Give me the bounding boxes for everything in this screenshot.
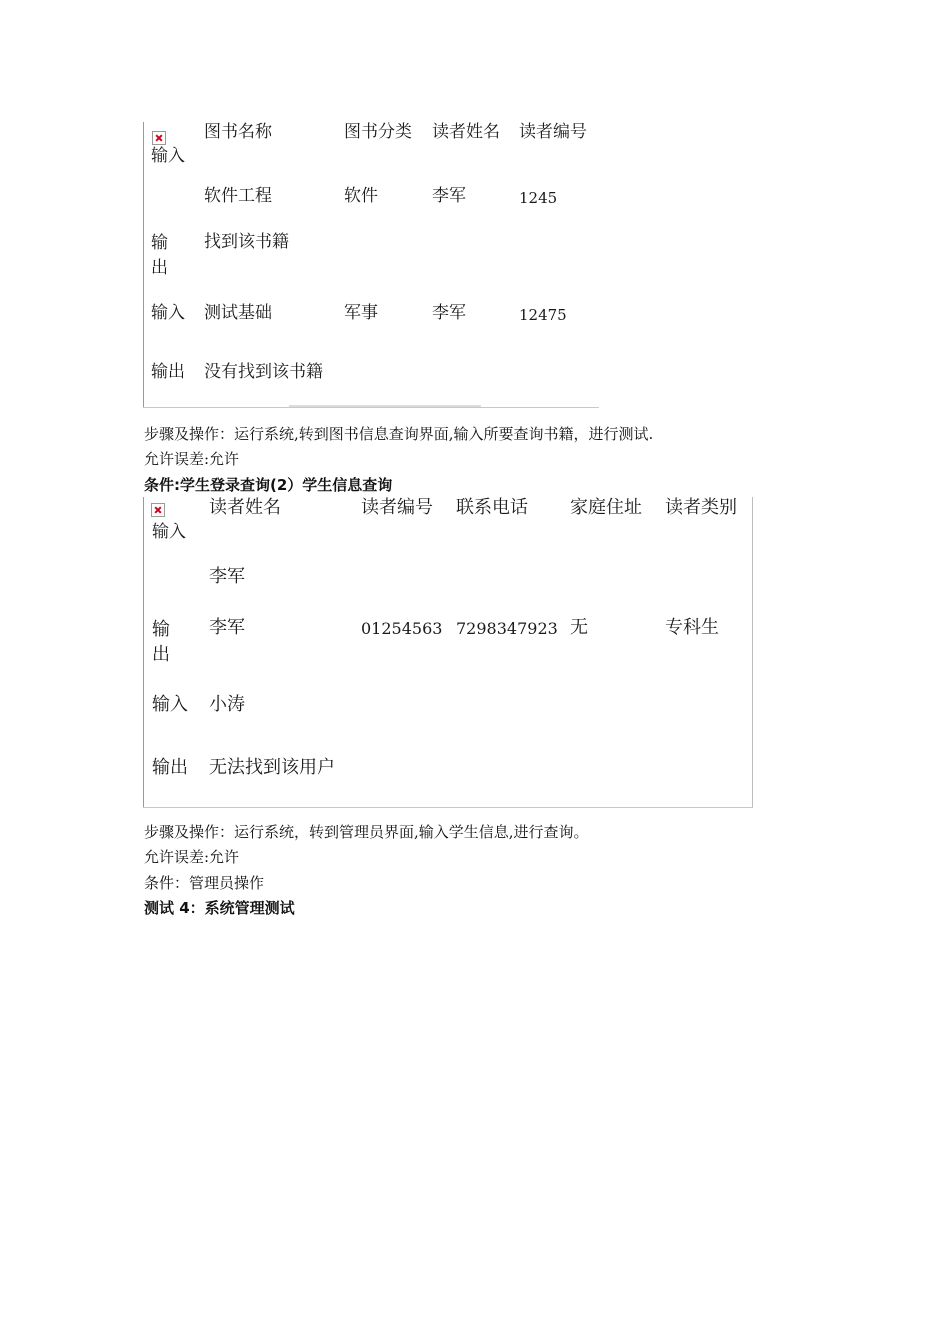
input2-label: 输入	[152, 694, 188, 715]
output2-value: 没有找到该书籍	[204, 362, 323, 382]
scroll-thumb	[289, 405, 481, 407]
condition-heading-1: 条件:学生登录查询(2）学生信息查询	[144, 476, 393, 494]
section-heading-test4: 测试 4：系统管理测试	[144, 899, 295, 917]
broken-image-icon	[152, 131, 166, 145]
row1-reader-id: 01254563	[361, 619, 443, 638]
row1-address: 无	[570, 617, 588, 638]
header-phone: 联系电话	[456, 497, 528, 518]
output2-label: 输出	[151, 362, 185, 382]
input2-value: 小涛	[209, 694, 245, 715]
output2-label: 输出	[152, 757, 188, 778]
header-reader-type: 读者类别	[665, 497, 737, 518]
header-reader-id: 读者编号	[361, 497, 433, 518]
input-label: 输入	[151, 146, 185, 166]
output1-value: 找到该书籍	[204, 232, 289, 252]
steps-text-1: 步骤及操作：运行系统,转到图书信息查询界面,输入所要查询书籍，进行测试.	[144, 425, 654, 443]
input1-value: 李军	[209, 566, 245, 587]
table-bottom-border	[143, 407, 599, 408]
table2-left-border	[143, 497, 144, 808]
output2-value: 无法找到该用户	[209, 757, 335, 778]
table2-right-border	[752, 497, 753, 808]
row1-phone: 7298347923	[456, 619, 558, 638]
input-label: 输入	[152, 522, 186, 542]
row1-book-name: 软件工程	[204, 186, 272, 206]
row1-category: 软件	[344, 186, 378, 206]
header-book-name: 图书名称	[204, 122, 272, 142]
output1-label: 输出	[151, 233, 168, 278]
header-book-category: 图书分类	[344, 122, 412, 142]
header-address: 家庭住址	[570, 497, 642, 518]
row1-reader-name: 李军	[209, 617, 245, 638]
row2-reader-id: 12475	[519, 306, 567, 324]
row1-reader-type: 专科生	[665, 617, 719, 638]
condition-text-2: 条件：管理员操作	[144, 874, 265, 892]
header-reader-name: 读者姓名	[209, 497, 281, 518]
header-reader-name: 读者姓名	[432, 122, 500, 142]
row1-reader-id: 1245	[519, 189, 558, 207]
input2-label: 输入	[151, 303, 185, 323]
row1-reader-name: 李军	[432, 186, 466, 206]
header-reader-id: 读者编号	[519, 122, 587, 142]
row2-category: 军事	[344, 303, 378, 323]
tolerance-text-2: 允许误差:允许	[144, 848, 240, 866]
output1-label: 输出	[152, 619, 170, 665]
row2-reader-name: 李军	[432, 303, 466, 323]
row2-book-name: 测试基础	[204, 303, 272, 323]
broken-image-icon	[151, 503, 165, 517]
tolerance-text-1: 允许误差:允许	[144, 450, 240, 468]
table-left-border	[143, 122, 144, 408]
table2-bottom-border	[143, 807, 753, 808]
steps-text-2: 步骤及操作：运行系统，转到管理员界面,输入学生信息,进行查询。	[144, 823, 589, 841]
